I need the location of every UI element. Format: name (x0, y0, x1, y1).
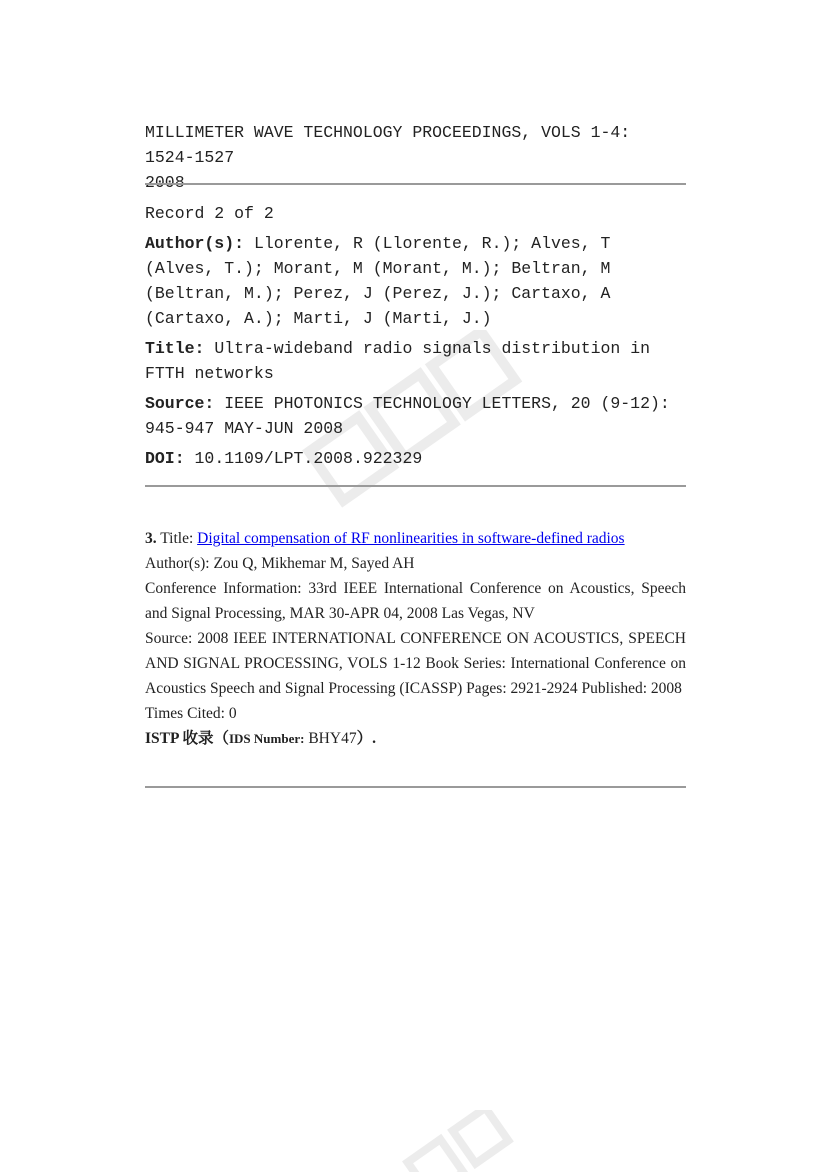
doi-label: DOI: (145, 449, 185, 468)
entry-title-link[interactable]: Digital compensation of RF nonlinearities in software-defined radios (197, 530, 625, 547)
entry-title-label: Title: (160, 530, 194, 547)
title-value: Ultra-wideband radio signals distribution in FTTH networks (145, 339, 650, 383)
entry-istp (145, 726, 686, 751)
entry-conference: Conference Information: 33rd IEEE International Conference on Acoustics, Speech and Signal Processing, MAR 30-APR 04, 2008 Las Vegas, NV (145, 580, 686, 622)
ids-label: IDS Number: (228, 731, 305, 746)
record-heading: Record 2 of 2 (145, 204, 274, 223)
record-source (145, 391, 686, 441)
record-block (145, 201, 686, 471)
entry-times-cited: Times Cited: 0 (145, 705, 237, 722)
entry-authors: Author(s): Zou Q, Mikhemar M, Sayed AH (145, 555, 415, 572)
istp-suffix: ）. (356, 730, 376, 747)
ids-value: BHY47 (304, 730, 357, 747)
source-label: Source: (145, 394, 215, 413)
divider-3 (145, 786, 686, 788)
record-authors (145, 231, 686, 331)
header-line-1: MILLIMETER WAVE TECHNOLOGY PROCEEDINGS, VOLS 1-4: 1524-1527 (145, 123, 631, 167)
entry-3 (145, 526, 686, 751)
source-value: IEEE PHOTONICS TECHNOLOGY LETTERS, 20 (9-12): 945-947 MAY-JUN 2008 (145, 394, 670, 438)
authors-label: Author(s): (145, 234, 245, 253)
entry-number: 3. (145, 530, 157, 547)
record-title (145, 336, 686, 386)
entry-3-title-line (145, 526, 686, 551)
authors-value: Llorente, R (Llorente, R.); Alves, T (Alves, T.); Morant, M (Morant, M.); Beltran, M (Beltran, M.); Perez, J (Perez, J.); Cartaxo, A (Cartaxo, A.); Marti, J (Marti, J.) (145, 234, 611, 328)
istp-prefix: ISTP 收录（ (145, 730, 229, 747)
header-line-2: 2008 (145, 173, 185, 192)
watermark-fragment (400, 1110, 520, 1172)
title-label: Title: (145, 339, 205, 358)
doi-value: 10.1109/LPT.2008.922329 (194, 449, 423, 468)
entry-source: Source: 2008 IEEE INTERNATIONAL CONFERENCE ON ACOUSTICS, SPEECH AND SIGNAL PROCESSING, VOLS 1-12 Book Series: International Conference on Acoustics Speech and Signal Processing (ICASSP) Pages: 2921-2924 Published: 2008 (145, 630, 686, 697)
record-doi (145, 446, 686, 471)
divider-2 (145, 485, 686, 487)
divider-1 (145, 183, 686, 185)
